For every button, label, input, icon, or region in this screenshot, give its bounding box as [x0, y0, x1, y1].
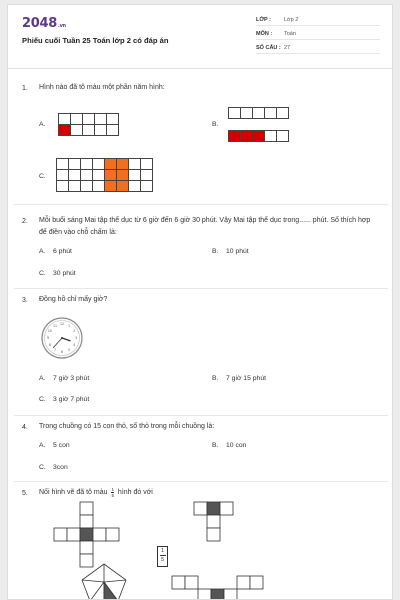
- chain-shape: [172, 576, 263, 600]
- meta-class-row: [256, 14, 380, 26]
- answer-option[interactable]: C. 3con: [39, 464, 68, 471]
- clock-number: 6: [60, 350, 64, 355]
- question-text: Mỗi buổi sáng Mai tập thể dục từ 6 giờ đến 6 giờ 30 phút. Vậy Mai tập thể dục trong...... phút. Số thích hợp để điền vào chỗ chấm là:: [39, 217, 371, 236]
- option-c-label[interactable]: C.: [39, 173, 46, 180]
- divider: [14, 481, 388, 482]
- grid-cell: [277, 108, 289, 119]
- grid-cell: [95, 114, 107, 125]
- grid-cell: [253, 108, 265, 119]
- grid-cell: [83, 114, 95, 125]
- question-text: Đồng hồ chỉ mấy giờ?: [39, 296, 108, 303]
- figure-a-grid[interactable]: [58, 113, 119, 136]
- grid-cell: [59, 114, 71, 125]
- worksheet-header: [8, 5, 393, 69]
- question-text: Nối hình vẽ đã tô màu $\frac{1}{5}$ hình đó với: [39, 487, 153, 498]
- clock-number: 11: [52, 323, 58, 328]
- site-logo[interactable]: 2048.vn: [22, 16, 66, 31]
- t-shape: [194, 502, 233, 541]
- question-number: 1.: [22, 85, 28, 92]
- cross-shape: [54, 502, 119, 567]
- answer-option[interactable]: C. 30 phút: [39, 270, 76, 277]
- grid-cell: [107, 114, 119, 125]
- answer-option[interactable]: A. 7 giờ 3 phút: [39, 375, 90, 382]
- meta-value: Toán: [284, 31, 296, 37]
- option-a-label[interactable]: A.: [39, 121, 46, 128]
- clock-number: 7: [53, 348, 57, 353]
- meta-label: SỐ CÂU :: [256, 45, 281, 51]
- question-number: 4.: [22, 424, 28, 431]
- meta-label: LỚP :: [256, 17, 271, 23]
- pentagon-shape: [82, 564, 126, 600]
- clock-number: 8: [48, 343, 51, 348]
- figure-b-top-grid[interactable]: [228, 107, 289, 119]
- grid-cell: [71, 114, 83, 125]
- meta-count-row: [256, 42, 380, 54]
- clock-number: 9: [46, 336, 50, 341]
- clock-number: 5: [67, 348, 71, 353]
- question-number: 3.: [22, 297, 28, 304]
- clock-number: 12: [59, 322, 65, 327]
- meta-value: 27: [284, 45, 291, 51]
- grid-cell: [95, 125, 107, 136]
- clock-number: 10: [47, 329, 52, 334]
- clock-number: 1: [67, 323, 71, 328]
- divider: [14, 204, 388, 205]
- grid-cell: [265, 131, 277, 142]
- grid-cell: [241, 108, 253, 119]
- question-text: Trong chuồng có 15 con thỏ, số thỏ trong mỗi chuồng là:: [39, 423, 215, 430]
- question-number: 5.: [22, 490, 28, 497]
- clock-number: 4: [73, 343, 76, 348]
- shaded-cell: [229, 131, 241, 142]
- grid-cell: [83, 125, 95, 136]
- shaded-cell: [253, 131, 265, 142]
- meta-subject-row: [256, 28, 380, 40]
- figure-c-grid[interactable]: [56, 158, 153, 192]
- answer-option[interactable]: B. 10 con: [212, 442, 247, 449]
- meta-value: Lớp 2: [284, 17, 299, 23]
- answer-option[interactable]: A. 6 phút: [39, 248, 72, 255]
- clock-number: 3: [74, 336, 78, 341]
- inline-fraction: $\frac{1}{5}$: [111, 487, 114, 498]
- clock-figure: [41, 317, 83, 359]
- shaded-cell: [59, 125, 71, 136]
- option-b-label[interactable]: B.: [212, 121, 219, 128]
- divider: [14, 288, 388, 289]
- grid-cell: [277, 131, 289, 142]
- grid-cell: [265, 108, 277, 119]
- answer-option[interactable]: B. 7 giờ 15 phút: [212, 375, 266, 382]
- answer-option[interactable]: B. 10 phút: [212, 248, 249, 255]
- clock-number: 2: [73, 329, 76, 334]
- figure-b-bottom-grid[interactable]: [228, 130, 289, 142]
- answer-option[interactable]: C. 3 giờ 7 phút: [39, 396, 90, 403]
- question-text: Hình nào đã tô màu một phần năm hình:: [39, 84, 165, 91]
- worksheet-page: [7, 4, 393, 600]
- question-number: 2.: [22, 218, 28, 225]
- answer-option[interactable]: A. 5 con: [39, 442, 70, 449]
- grid-cell: [229, 108, 241, 119]
- divider: [14, 415, 388, 416]
- fraction-box: 1 5: [157, 546, 168, 567]
- grid-cell: [107, 125, 119, 136]
- grid-cell: [71, 125, 83, 136]
- page-title: Phiếu cuối Tuần 25 Toán lớp 2 có đáp án: [22, 36, 169, 45]
- meta-label: MÔN :: [256, 31, 273, 37]
- shaded-cell: [241, 131, 253, 142]
